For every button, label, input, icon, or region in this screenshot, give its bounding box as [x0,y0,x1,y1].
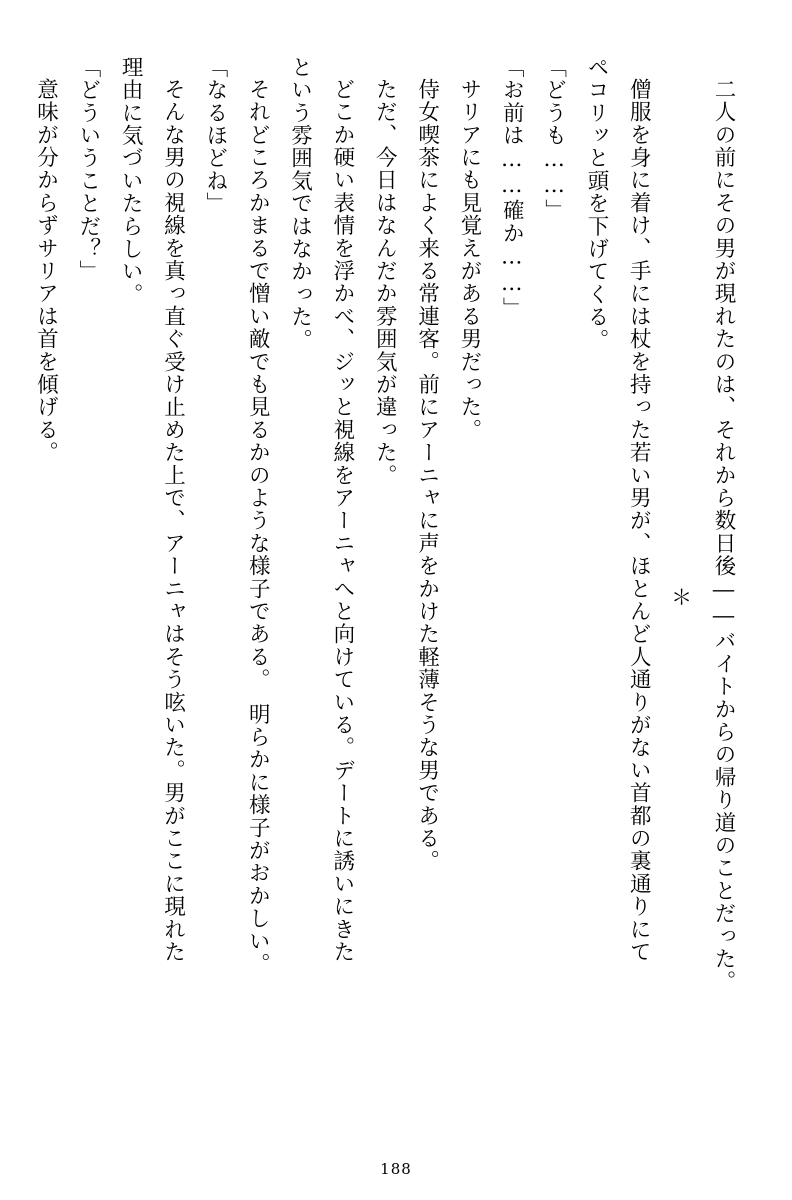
paragraph: そんな男の視線を真っ直ぐ受け止めた上で、アーニャはそう呟いた。男がここに現れた [160,77,186,963]
paragraph: 「どうも……」 [541,56,567,222]
paragraph: サリアにも見覚えがある男だった。 [456,77,482,441]
asterisk-mark: ＊ [668,586,693,607]
paragraph: 「お前は……確か……」 [499,56,525,320]
paragraph: ペコリッと頭を下げてくる。 [583,56,609,352]
paragraph: 「どういうことだ？」 [75,56,101,283]
paragraph: 二人の前にその男が現れたのは、それから数日後――バイトからの帰り道のことだった。 [711,77,736,993]
paragraph: 僧服を身に着け、手には杖を持った若い男が、ほとんど人通りがない首都の裏通りにて [626,77,652,963]
page-number: 188 [380,1160,412,1178]
vertical-text-body [33,56,744,1126]
scene-break [659,56,701,1126]
paragraph: 意味が分からずサリアは首を傾げる。 [33,77,59,464]
paragraph: という雰囲気ではなかった。 [287,56,313,352]
paragraph: 侍女喫茶によく来る常連客。前にアーニャに声をかけた軽薄そうな男である。 [414,77,440,872]
paragraph: ただ、今日はなんだか雰囲気が違った。 [372,77,398,487]
paragraph: どこか硬い表情を浮かべ、ジッと視線をアーニャへと向けている。デートに誘いにきた [329,77,355,963]
paragraph: 「なるほどね」 [202,56,228,215]
paragraph: それどころかまるで憎い敵でも見るかのような様子である。 明らかに様子がおかしい。 [245,77,271,975]
paragraph: 理由に気づいたらしい。 [118,56,144,306]
